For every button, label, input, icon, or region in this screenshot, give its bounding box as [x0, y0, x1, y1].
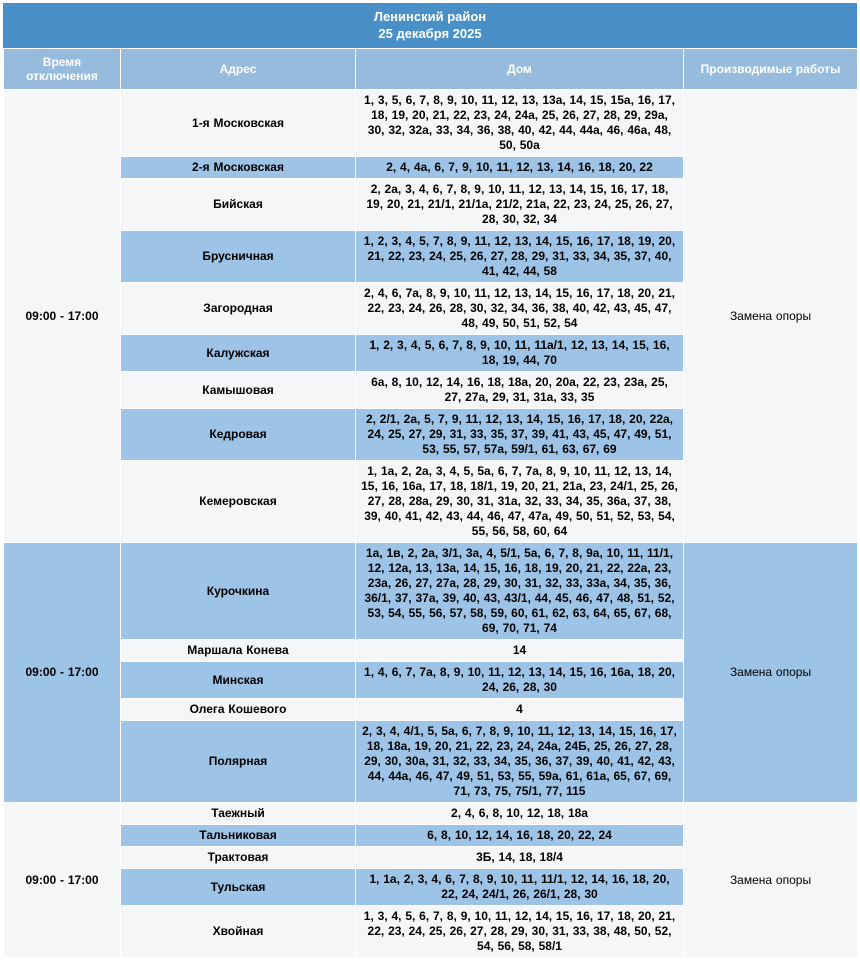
houses-cell: 14: [356, 640, 684, 662]
street-cell: 2-я Московская: [121, 157, 356, 179]
table-row: [4, 803, 858, 825]
houses-cell: 2, 4, 6, 7а, 8, 9, 10, 11, 12, 13, 14, 15, 16, 17, 18, 20, 21, 22, 23, 24, 26, 28, 30, 32, 34, 36, 38, 40, 42, 43, 45, 47, 48, 49, 50, 51, 52, 54: [356, 283, 684, 335]
houses-cell: 4: [356, 699, 684, 721]
houses-cell: 2, 4, 6, 8, 10, 12, 18, 18а: [356, 803, 684, 825]
column-header-time: Время отключения: [4, 49, 121, 90]
houses-cell: 2, 2а, 3, 4, 6, 7, 8, 9, 10, 11, 12, 13, 14, 15, 16, 17, 18, 19, 20, 21, 21/1, 21/1а, 21/2, 21а, 22, 23, 24, 25, 26, 27, 28, 30, 32, 34: [356, 179, 684, 231]
houses-cell: 1, 2, 3, 4, 5, 7, 8, 9, 11, 12, 13, 14, 15, 16, 17, 18, 19, 20, 21, 22, 23, 24, 25, 26, 27, 28, 29, 31, 33, 34, 35, 37, 40, 41, 42, 44, 58: [356, 231, 684, 283]
work-cell: Замена опоры: [684, 543, 858, 803]
time-cell: 09:00 - 17:00: [4, 543, 121, 803]
street-cell: Хвойная: [121, 906, 356, 958]
houses-cell: 6, 8, 10, 12, 14, 16, 18, 20, 22, 24: [356, 825, 684, 847]
table-row: [4, 543, 858, 640]
time-cell: 09:00 - 17:00: [4, 90, 121, 543]
time-cell: 09:00 - 17:00: [4, 803, 121, 958]
work-cell: Замена опоры: [684, 803, 858, 958]
street-cell: Курочкина: [121, 543, 356, 640]
outage-schedule-table: [3, 48, 858, 958]
houses-cell: 1, 3, 4, 5, 6, 7, 8, 9, 10, 11, 12, 14, 15, 16, 17, 18, 20, 21, 22, 23, 24, 25, 26, 27, 28, 29, 30, 31, 33, 38, 48, 50, 52, 54, 56, 58, 58/1: [356, 906, 684, 958]
houses-cell: 1а, 1в, 2, 2а, 3/1, 3а, 4, 5/1, 5а, 6, 7, 8, 9а, 10, 11, 11/1, 12, 12а, 13, 13а, 14, 15, 16, 18, 19, 20, 21, 22, 22а, 23, 23а, 26, 27, 27а, 28, 29, 30, 31, 32, 33, 33а, 34, 35, 36, 36/1, 37, 37а, 39, 40, 43, 43/1, 44, 45, 46, 47, 48, 51, 52, 53, 54, 55, 56, 57, 58, 59, 60, 61, 62, 63, 64, 65, 67, 68, 69, 70, 71, 74: [356, 543, 684, 640]
street-cell: Полярная: [121, 721, 356, 803]
houses-cell: 1, 4, 6, 7, 7а, 8, 9, 10, 11, 12, 13, 14, 15, 16, 16а, 18, 20, 24, 26, 28, 30: [356, 662, 684, 699]
street-cell: Кемеровская: [121, 461, 356, 543]
table-body: [4, 90, 858, 958]
street-cell: Брусничная: [121, 231, 356, 283]
street-cell: Калужская: [121, 335, 356, 372]
street-cell: Олега Кошевого: [121, 699, 356, 721]
houses-cell: 1, 1а, 2, 3, 4, 6, 7, 8, 9, 10, 11, 11/1, 12, 14, 16, 18, 20, 22, 24, 24/1, 26, 26/1, 28, 30: [356, 869, 684, 906]
column-header-house: Дом: [356, 49, 684, 90]
street-cell: Минская: [121, 662, 356, 699]
street-cell: Маршала Конева: [121, 640, 356, 662]
houses-cell: 6а, 8, 10, 12, 14, 16, 18, 18а, 20, 20а, 22, 23, 23а, 25, 27, 27а, 29, 31, 31а, 33, 35: [356, 372, 684, 409]
column-header-works: Производимые работы: [684, 49, 858, 90]
houses-cell: 2, 3, 4, 4/1, 5, 5а, 6, 7, 8, 9, 10, 11, 12, 13, 14, 15, 16, 17, 18, 18а, 19, 20, 21, 22, 23, 24, 24а, 24Б, 25, 26, 27, 28, 29, 30, 30а, 31, 32, 33, 34, 35, 36, 37, 39, 40, 41, 42, 43, 44, 44а, 46, 47, 49, 51, 53, 55, 59а, 61, 61а, 65, 67, 69, 71, 73, 75, 75/1, 77, 115: [356, 721, 684, 803]
houses-cell: 1, 1а, 2, 2а, 3, 4, 5, 5а, 6, 7, 7а, 8, 9, 10, 11, 12, 13, 14, 15, 16, 16а, 17, 18, 18/1, 19, 20, 21, 21а, 23, 24/1, 25, 26, 27, 28, 28а, 29, 30, 31, 31а, 32, 33, 34, 35, 36а, 37, 38, 39, 40, 41, 42, 43, 44, 46, 47, 47а, 49, 50, 51, 52, 53, 54, 55, 56, 58, 60, 64: [356, 461, 684, 543]
houses-cell: 2, 2/1, 2а, 5, 7, 9, 11, 12, 13, 14, 15, 16, 17, 18, 20, 22а, 24, 25, 27, 29, 31, 33, 35, 37, 39, 41, 43, 45, 47, 49, 51, 53, 55, 57, 57а, 59/1, 61, 63, 67, 69: [356, 409, 684, 461]
street-cell: Тульская: [121, 869, 356, 906]
houses-cell: 2, 4, 4а, 6, 7, 9, 10, 11, 12, 13, 14, 16, 18, 20, 22: [356, 157, 684, 179]
street-cell: Камышовая: [121, 372, 356, 409]
schedule-date: 25 декабря 2025: [378, 26, 482, 41]
column-header-address: Адрес: [121, 49, 356, 90]
street-cell: 1-я Московская: [121, 90, 356, 157]
district-name: Ленинский район: [373, 9, 487, 24]
street-cell: Бийская: [121, 179, 356, 231]
houses-cell: 3Б, 14, 18, 18/4: [356, 847, 684, 869]
street-cell: Тальниковая: [121, 825, 356, 847]
street-cell: Кедровая: [121, 409, 356, 461]
table-row: [4, 90, 858, 157]
work-cell: Замена опоры: [684, 90, 858, 543]
table-title-bar: [3, 3, 857, 48]
street-cell: Загородная: [121, 283, 356, 335]
street-cell: Таежный: [121, 803, 356, 825]
houses-cell: 1, 2, 3, 4, 5, 6, 7, 8, 9, 10, 11, 11а/1, 12, 13, 14, 15, 16, 18, 19, 44, 70: [356, 335, 684, 372]
houses-cell: 1, 3, 5, 6, 7, 8, 9, 10, 11, 12, 13, 13а, 14, 15, 15а, 16, 17, 18, 19, 20, 21, 22, 23, 24, 24а, 25, 26, 27, 28, 29, 29а, 30, 32, 32а, 33, 34, 36, 38, 40, 42, 44, 44а, 46, 46а, 48, 50, 50а: [356, 90, 684, 157]
column-header-row: [4, 49, 858, 90]
street-cell: Трактовая: [121, 847, 356, 869]
